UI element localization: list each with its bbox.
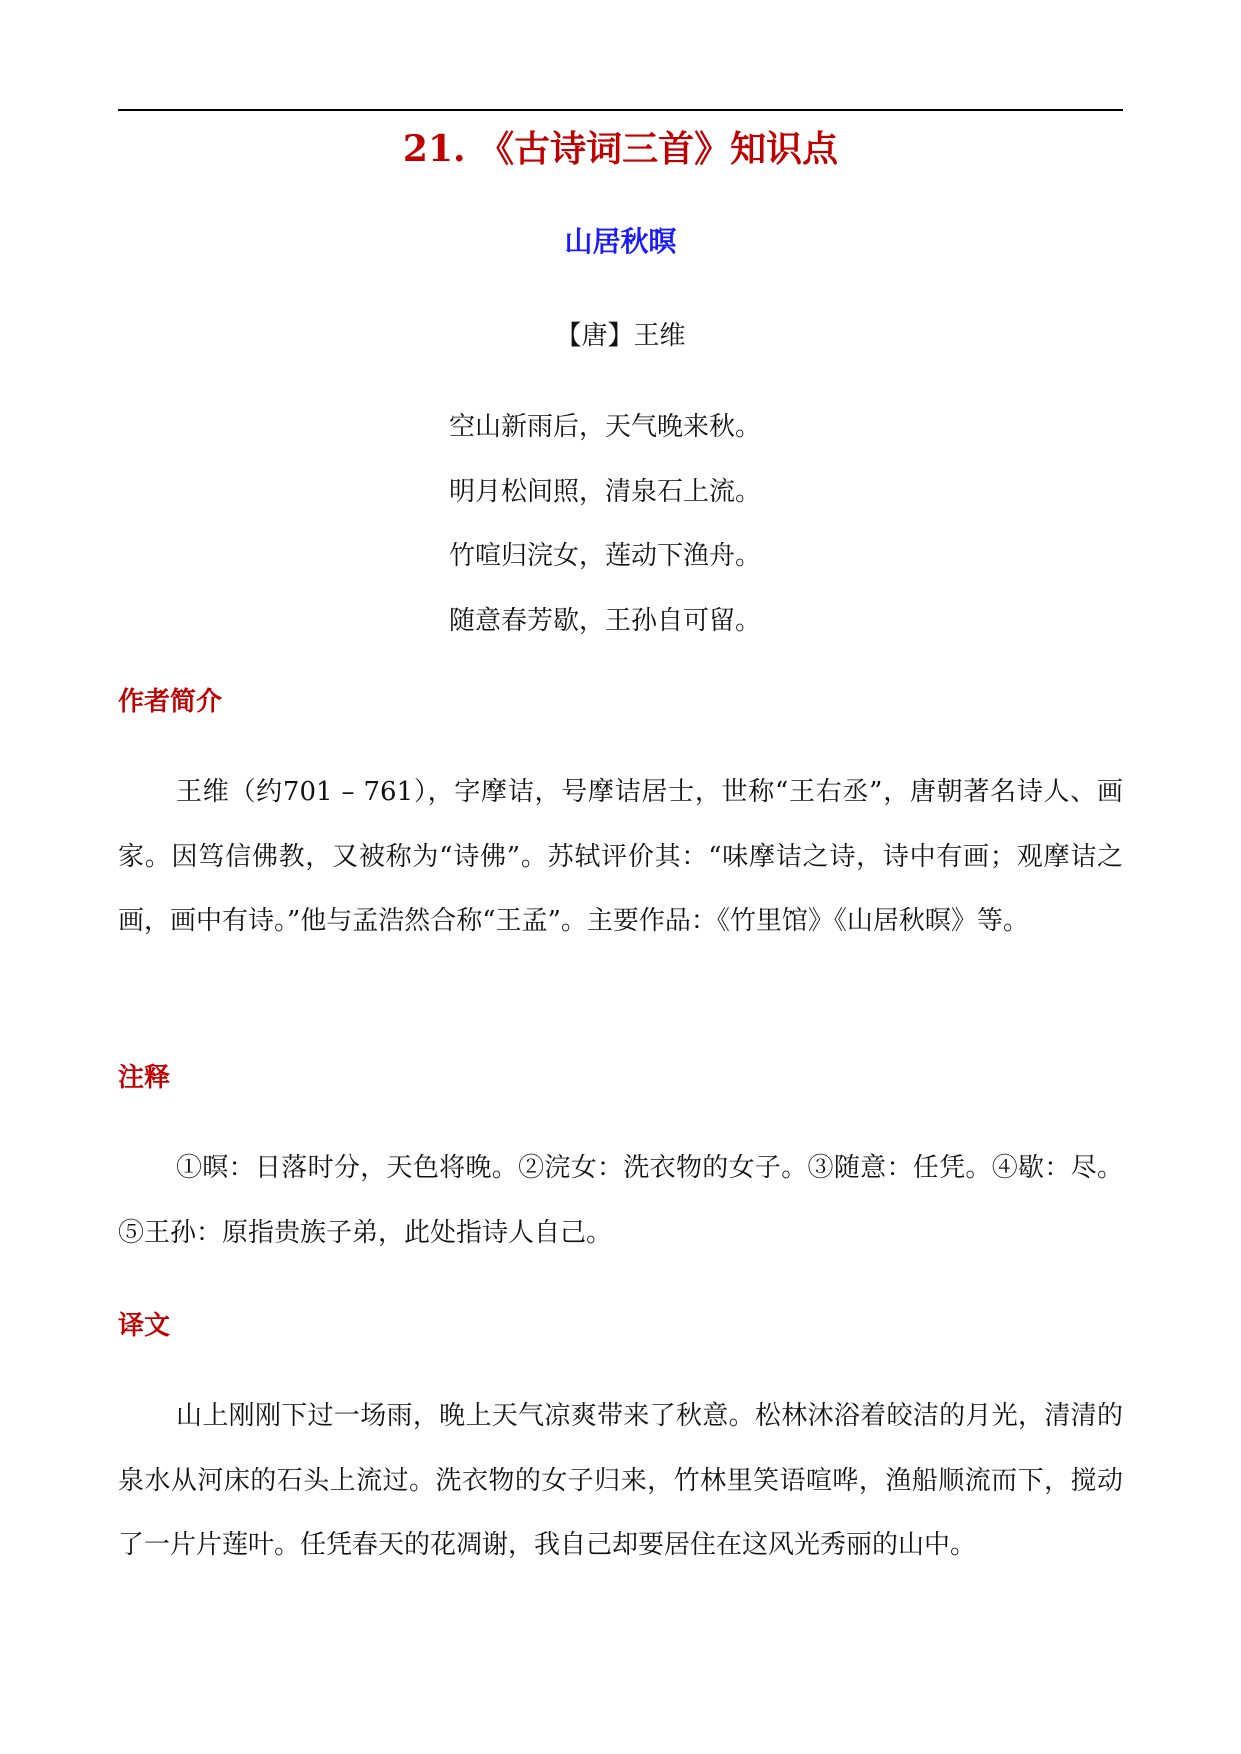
poem-line: 空山新雨后，天气晚来秋。 [449,412,762,442]
poem-line: 竹喧归浣女，莲动下渔舟。 [449,541,762,571]
page-title: 21. 《古诗词三首》知识点 [402,128,839,170]
poem-line: 随意春芳歇，王孙自可留。 [449,605,762,636]
poem-author: 【唐】王维 [555,321,686,351]
notes-paragraph: ①暝：日落时分，天色将晚。②浣女：洗衣物的女子。③随意：任凭。④歇：尽。⑤王孙：原指贵族子弟，此处指诗人自己。 [118,1153,1123,1248]
author-intro-paragraph: 王维（约701 – 761），字摩诘，号摩诘居士，世称“王右丞”，唐朝著名诗人、画家。因笃信佛教，又被称为“诗佛”。苏轼评价其：“味摩诘之诗，诗中有画；观摩诘之画，画中有诗。”他与孟浩然合称“王孟”。主要作品：《竹里馆》《山居秋暝》等。 [118,777,1123,936]
poem-body [449,395,849,653]
poem-line: 明月松间照，清泉石上流。 [449,476,762,507]
section-heading-author-intro: 作者简介 [118,687,223,717]
section-heading-notes: 注释 [118,1063,171,1093]
translation-paragraph: 山上刚刚下过一场雨，晚上天气凉爽带来了秋意。松林沐浴着皎洁的月光，清清的泉水从河床的石头上流过。洗衣物的女子归来，竹林里笑语喧哗，渔船顺流而下，搅动了一片片莲叶。任凭春天的花凋谢，我自己却要居住在这风光秀丽的山中。 [118,1401,1123,1560]
poem-title: 山居秋暝 [564,225,677,258]
section-heading-translation: 译文 [118,1311,171,1341]
header-rule [118,109,1123,111]
